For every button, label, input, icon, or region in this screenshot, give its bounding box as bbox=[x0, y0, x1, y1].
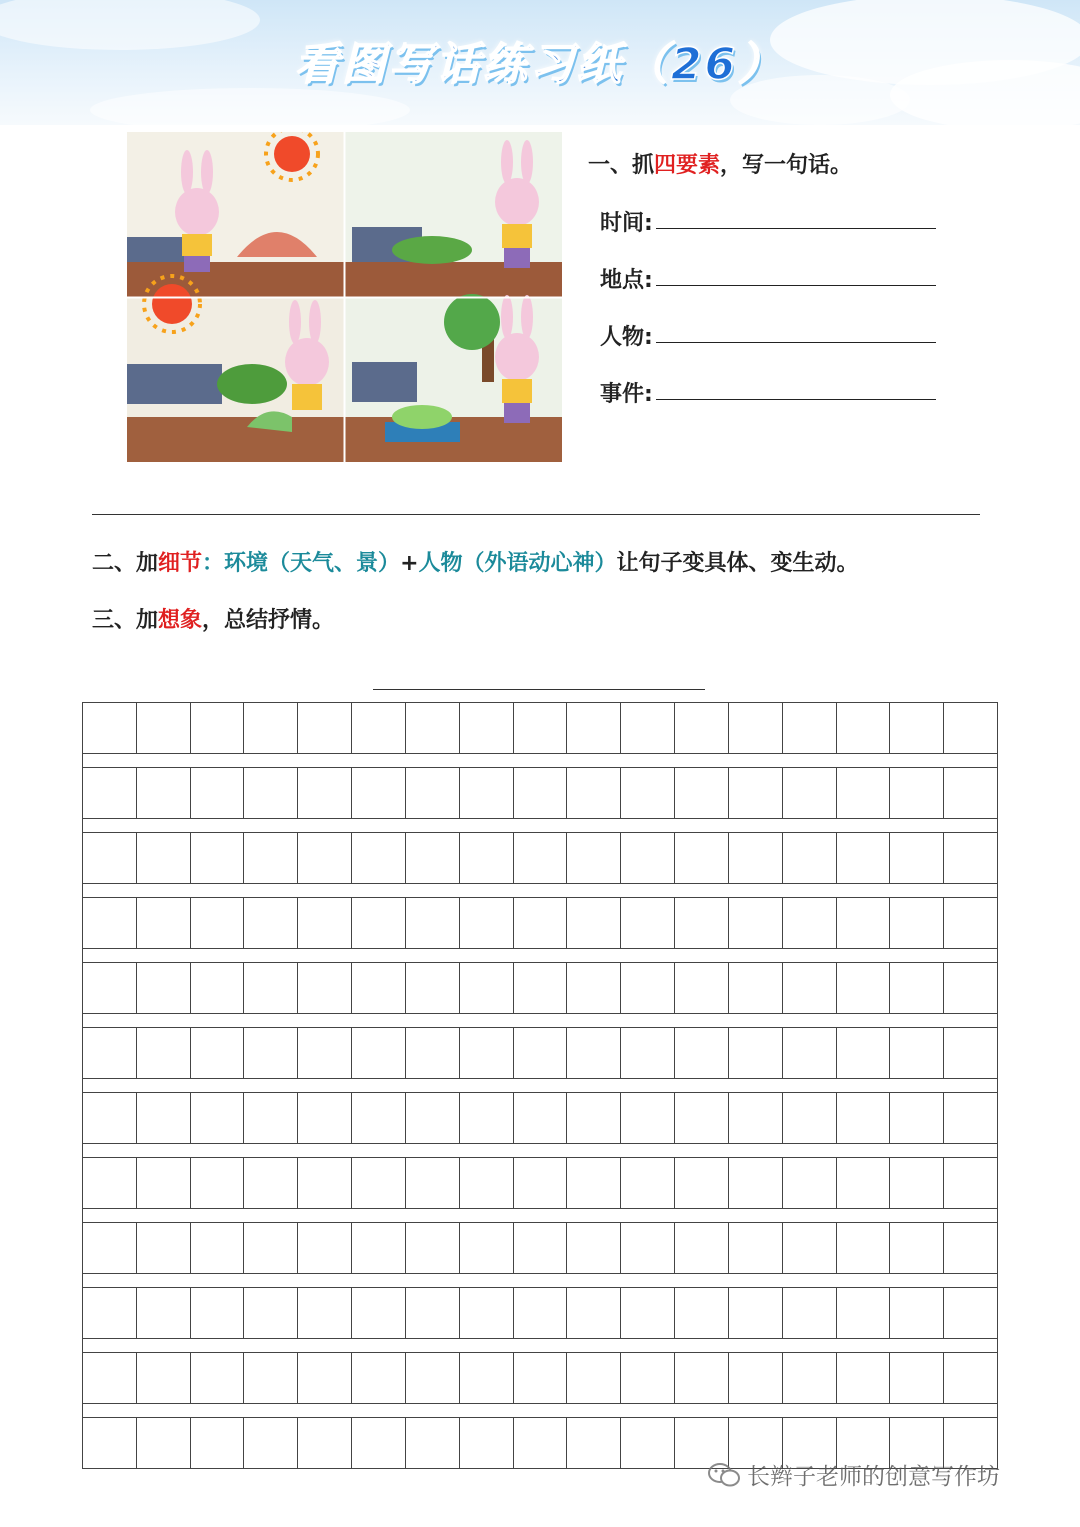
grid-cell[interactable] bbox=[674, 898, 728, 948]
grid-cell[interactable] bbox=[297, 1158, 351, 1208]
grid-cell[interactable] bbox=[943, 1093, 998, 1143]
grid-cell[interactable] bbox=[674, 1158, 728, 1208]
grid-cell[interactable] bbox=[82, 1288, 136, 1338]
grid-row-spacer bbox=[82, 1404, 998, 1417]
grid-cell[interactable] bbox=[351, 1028, 405, 1078]
grid-cell[interactable] bbox=[620, 703, 674, 753]
field-person-blank[interactable] bbox=[656, 342, 936, 343]
section3-prefix: 三、加 bbox=[92, 608, 159, 633]
grid-cell[interactable] bbox=[889, 963, 943, 1013]
grid-cell[interactable] bbox=[190, 703, 244, 753]
grid-cell[interactable] bbox=[82, 898, 136, 948]
grid-cell[interactable] bbox=[459, 1418, 513, 1468]
grid-row[interactable] bbox=[82, 1027, 998, 1079]
grid-cell[interactable] bbox=[459, 1353, 513, 1403]
grid-cell[interactable] bbox=[782, 1093, 836, 1143]
grid-cell[interactable] bbox=[243, 1353, 297, 1403]
grid-row[interactable] bbox=[82, 832, 998, 884]
field-event-blank[interactable] bbox=[656, 399, 936, 400]
grid-cell[interactable] bbox=[674, 1093, 728, 1143]
grid-cell[interactable] bbox=[351, 1158, 405, 1208]
grid-row[interactable] bbox=[82, 1157, 998, 1209]
grid-cell[interactable] bbox=[943, 1353, 998, 1403]
grid-row[interactable] bbox=[82, 702, 998, 754]
section2-suffix: 让句子变具体、变生动。 bbox=[616, 551, 859, 576]
grid-cell[interactable] bbox=[136, 1418, 190, 1468]
grid-row-spacer bbox=[82, 949, 998, 962]
grid-cell[interactable] bbox=[405, 1418, 459, 1468]
grid-cell[interactable] bbox=[782, 703, 836, 753]
grid-cell[interactable] bbox=[459, 898, 513, 948]
grid-cell[interactable] bbox=[566, 1223, 620, 1273]
grid-cell[interactable] bbox=[889, 1028, 943, 1078]
grid-cell[interactable] bbox=[405, 1223, 459, 1273]
grid-cell[interactable] bbox=[513, 1288, 567, 1338]
grid-cell[interactable] bbox=[136, 1223, 190, 1273]
grid-cell[interactable] bbox=[889, 703, 943, 753]
grid-cell[interactable] bbox=[190, 1353, 244, 1403]
grid-cell[interactable] bbox=[297, 703, 351, 753]
grid-cell[interactable] bbox=[513, 1093, 567, 1143]
grid-cell[interactable] bbox=[136, 833, 190, 883]
grid-cell[interactable] bbox=[513, 1353, 567, 1403]
grid-cell[interactable] bbox=[459, 768, 513, 818]
grid-cell[interactable] bbox=[351, 833, 405, 883]
grid-cell[interactable] bbox=[243, 703, 297, 753]
grid-cell[interactable] bbox=[351, 1353, 405, 1403]
grid-row-spacer bbox=[82, 884, 998, 897]
grid-cell[interactable] bbox=[620, 1093, 674, 1143]
grid-cell[interactable] bbox=[351, 703, 405, 753]
grid-cell[interactable] bbox=[513, 963, 567, 1013]
grid-cell[interactable] bbox=[297, 1093, 351, 1143]
grid-cell[interactable] bbox=[190, 768, 244, 818]
grid-cell[interactable] bbox=[674, 1353, 728, 1403]
grid-cell[interactable] bbox=[943, 768, 998, 818]
grid-cell[interactable] bbox=[243, 1093, 297, 1143]
section1-prefix: 一、抓 bbox=[588, 153, 655, 178]
grid-row-spacer bbox=[82, 1144, 998, 1157]
grid-cell[interactable] bbox=[889, 833, 943, 883]
grid-cell[interactable] bbox=[82, 1418, 136, 1468]
grid-cell[interactable] bbox=[82, 1093, 136, 1143]
grid-cell[interactable] bbox=[82, 703, 136, 753]
field-person-label: 人物: bbox=[600, 325, 653, 350]
grid-cell[interactable] bbox=[674, 1028, 728, 1078]
grid-row[interactable] bbox=[82, 1352, 998, 1404]
grid-cell[interactable] bbox=[297, 768, 351, 818]
grid-cell[interactable] bbox=[513, 898, 567, 948]
grid-cell[interactable] bbox=[889, 1093, 943, 1143]
grid-cell[interactable] bbox=[243, 1418, 297, 1468]
field-place-blank[interactable] bbox=[656, 285, 936, 286]
grid-cell[interactable] bbox=[82, 1158, 136, 1208]
grid-cell[interactable] bbox=[351, 963, 405, 1013]
grid-cell[interactable] bbox=[620, 1353, 674, 1403]
grid-cell[interactable] bbox=[136, 1093, 190, 1143]
grid-cell[interactable] bbox=[889, 898, 943, 948]
grid-cell[interactable] bbox=[836, 1028, 890, 1078]
grid-cell[interactable] bbox=[405, 1093, 459, 1143]
grid-cell[interactable] bbox=[836, 963, 890, 1013]
grid-cell[interactable] bbox=[566, 1353, 620, 1403]
grid-cell[interactable] bbox=[943, 1028, 998, 1078]
grid-cell[interactable] bbox=[190, 1158, 244, 1208]
grid-cell[interactable] bbox=[620, 833, 674, 883]
grid-cell[interactable] bbox=[889, 1158, 943, 1208]
section2-highlight: 细节 bbox=[158, 551, 203, 576]
grid-cell[interactable] bbox=[566, 1093, 620, 1143]
story-illustration bbox=[127, 132, 562, 462]
grid-cell[interactable] bbox=[136, 703, 190, 753]
grid-cell[interactable] bbox=[566, 768, 620, 818]
grid-cell[interactable] bbox=[136, 1158, 190, 1208]
grid-cell[interactable] bbox=[243, 898, 297, 948]
field-time-blank[interactable] bbox=[656, 228, 936, 229]
grid-cell[interactable] bbox=[889, 1288, 943, 1338]
section2-instruction bbox=[92, 546, 859, 577]
grid-cell[interactable] bbox=[190, 1093, 244, 1143]
watermark-text: 长辫子老师的创意写作坊 bbox=[747, 1464, 1000, 1490]
grid-row-spacer bbox=[82, 1014, 998, 1027]
sentence-answer-line[interactable] bbox=[92, 514, 980, 515]
grid-cell[interactable] bbox=[728, 1288, 782, 1338]
grid-cell[interactable] bbox=[889, 1353, 943, 1403]
grid-row[interactable] bbox=[82, 1287, 998, 1339]
grid-row-spacer bbox=[82, 754, 998, 767]
grid-cell[interactable] bbox=[513, 1158, 567, 1208]
grid-cell[interactable] bbox=[889, 1223, 943, 1273]
section2-prefix: 二、加 bbox=[92, 551, 159, 576]
grid-cell[interactable] bbox=[82, 833, 136, 883]
grid-cell[interactable] bbox=[82, 1223, 136, 1273]
grid-cell[interactable] bbox=[943, 963, 998, 1013]
grid-cell[interactable] bbox=[405, 1158, 459, 1208]
grid-cell[interactable] bbox=[728, 1353, 782, 1403]
grid-cell[interactable] bbox=[243, 1028, 297, 1078]
grid-cell[interactable] bbox=[782, 1223, 836, 1273]
grid-cell[interactable] bbox=[243, 963, 297, 1013]
grid-cell[interactable] bbox=[728, 768, 782, 818]
grid-cell[interactable] bbox=[136, 1288, 190, 1338]
grid-cell[interactable] bbox=[943, 1288, 998, 1338]
grid-cell[interactable] bbox=[620, 1418, 674, 1468]
grid-cell[interactable] bbox=[943, 898, 998, 948]
grid-cell[interactable] bbox=[351, 768, 405, 818]
grid-cell[interactable] bbox=[513, 1028, 567, 1078]
grid-cell[interactable] bbox=[782, 963, 836, 1013]
grid-cell[interactable] bbox=[297, 898, 351, 948]
grid-cell[interactable] bbox=[459, 1028, 513, 1078]
grid-row-spacer bbox=[82, 1339, 998, 1352]
grid-row[interactable] bbox=[82, 962, 998, 1014]
grid-cell[interactable] bbox=[243, 768, 297, 818]
grid-cell[interactable] bbox=[136, 1028, 190, 1078]
grid-cell[interactable] bbox=[836, 1223, 890, 1273]
grid-cell[interactable] bbox=[782, 1028, 836, 1078]
grid-cell[interactable] bbox=[943, 833, 998, 883]
grid-cell[interactable] bbox=[836, 1353, 890, 1403]
grid-cell[interactable] bbox=[728, 963, 782, 1013]
field-time-label: 时间: bbox=[600, 211, 653, 236]
grid-cell[interactable] bbox=[190, 963, 244, 1013]
grid-cell[interactable] bbox=[566, 833, 620, 883]
section1-heading bbox=[588, 148, 852, 179]
grid-cell[interactable] bbox=[82, 768, 136, 818]
grid-cell[interactable] bbox=[620, 1288, 674, 1338]
grid-cell[interactable] bbox=[728, 1223, 782, 1273]
grid-cell[interactable] bbox=[836, 768, 890, 818]
section2-environment: 环境（天气、景） bbox=[224, 551, 401, 576]
grid-cell[interactable] bbox=[459, 1158, 513, 1208]
section1-highlight: 四要素 bbox=[654, 153, 721, 178]
grid-row[interactable] bbox=[82, 767, 998, 819]
grid-cell[interactable] bbox=[243, 1223, 297, 1273]
grid-cell[interactable] bbox=[566, 963, 620, 1013]
section2-character: 人物（外语动心神） bbox=[418, 551, 617, 576]
section3-highlight: 想象 bbox=[158, 608, 203, 633]
grid-cell[interactable] bbox=[190, 833, 244, 883]
grid-cell[interactable] bbox=[674, 833, 728, 883]
grid-cell[interactable] bbox=[405, 1028, 459, 1078]
grid-cell[interactable] bbox=[190, 1028, 244, 1078]
grid-cell[interactable] bbox=[513, 703, 567, 753]
grid-cell[interactable] bbox=[297, 963, 351, 1013]
grid-cell[interactable] bbox=[82, 963, 136, 1013]
grid-cell[interactable] bbox=[405, 703, 459, 753]
grid-cell[interactable] bbox=[836, 833, 890, 883]
grid-cell[interactable] bbox=[459, 963, 513, 1013]
grid-cell[interactable] bbox=[351, 1223, 405, 1273]
grid-cell[interactable] bbox=[136, 1353, 190, 1403]
grid-cell[interactable] bbox=[566, 898, 620, 948]
grid-cell[interactable] bbox=[243, 833, 297, 883]
grid-cell[interactable] bbox=[782, 1158, 836, 1208]
grid-cell[interactable] bbox=[513, 1223, 567, 1273]
grid-cell[interactable] bbox=[405, 1288, 459, 1338]
watermark bbox=[707, 1458, 1000, 1491]
grid-cell[interactable] bbox=[674, 1288, 728, 1338]
section2-plus: + bbox=[400, 551, 419, 576]
grid-cell[interactable] bbox=[566, 1158, 620, 1208]
grid-row[interactable] bbox=[82, 1222, 998, 1274]
grid-cell[interactable] bbox=[836, 703, 890, 753]
field-place[interactable] bbox=[600, 263, 653, 294]
grid-cell[interactable] bbox=[566, 1418, 620, 1468]
essay-title-line[interactable] bbox=[373, 689, 705, 690]
grid-cell[interactable] bbox=[351, 1418, 405, 1468]
field-person[interactable] bbox=[600, 320, 653, 351]
field-place-label: 地点: bbox=[600, 268, 653, 293]
grid-cell[interactable] bbox=[620, 1223, 674, 1273]
grid-cell[interactable] bbox=[297, 1028, 351, 1078]
grid-cell[interactable] bbox=[674, 768, 728, 818]
grid-cell[interactable] bbox=[136, 898, 190, 948]
grid-cell[interactable] bbox=[297, 1288, 351, 1338]
grid-cell[interactable] bbox=[674, 703, 728, 753]
grid-cell[interactable] bbox=[82, 1353, 136, 1403]
grid-cell[interactable] bbox=[297, 833, 351, 883]
grid-cell[interactable] bbox=[620, 1158, 674, 1208]
grid-cell[interactable] bbox=[405, 833, 459, 883]
grid-cell[interactable] bbox=[136, 768, 190, 818]
page-title: 看图写话练习纸（26） bbox=[294, 39, 786, 90]
grid-cell[interactable] bbox=[405, 768, 459, 818]
grid-cell[interactable] bbox=[889, 768, 943, 818]
grid-cell[interactable] bbox=[566, 1288, 620, 1338]
grid-cell[interactable] bbox=[836, 1288, 890, 1338]
wechat-icon bbox=[707, 1461, 741, 1489]
grid-cell[interactable] bbox=[674, 963, 728, 1013]
grid-row-spacer bbox=[82, 819, 998, 832]
grid-cell[interactable] bbox=[351, 1093, 405, 1143]
grid-cell[interactable] bbox=[297, 1223, 351, 1273]
field-event[interactable] bbox=[600, 377, 653, 408]
grid-cell[interactable] bbox=[297, 1418, 351, 1468]
header-banner bbox=[0, 0, 1080, 125]
grid-cell[interactable] bbox=[136, 963, 190, 1013]
section3-suffix: ，总结抒情。 bbox=[202, 608, 335, 633]
grid-cell[interactable] bbox=[620, 768, 674, 818]
grid-cell[interactable] bbox=[728, 703, 782, 753]
grid-row-spacer bbox=[82, 1209, 998, 1222]
grid-cell[interactable] bbox=[513, 1418, 567, 1468]
grid-cell[interactable] bbox=[620, 898, 674, 948]
grid-row[interactable] bbox=[82, 897, 998, 949]
grid-cell[interactable] bbox=[297, 1353, 351, 1403]
section3-instruction bbox=[92, 603, 334, 634]
section1-suffix: ，写一句话。 bbox=[720, 153, 853, 178]
grid-cell[interactable] bbox=[459, 1288, 513, 1338]
grid-row[interactable] bbox=[82, 1092, 998, 1144]
grid-cell[interactable] bbox=[728, 1158, 782, 1208]
grid-cell[interactable] bbox=[836, 1093, 890, 1143]
grid-cell[interactable] bbox=[190, 1288, 244, 1338]
field-event-label: 事件: bbox=[600, 382, 653, 407]
grid-row-spacer bbox=[82, 1274, 998, 1287]
grid-cell[interactable] bbox=[190, 1418, 244, 1468]
field-time[interactable] bbox=[600, 206, 653, 237]
grid-cell[interactable] bbox=[943, 1223, 998, 1273]
grid-cell[interactable] bbox=[459, 703, 513, 753]
grid-cell[interactable] bbox=[513, 768, 567, 818]
grid-cell[interactable] bbox=[782, 1353, 836, 1403]
grid-cell[interactable] bbox=[405, 898, 459, 948]
grid-cell[interactable] bbox=[190, 898, 244, 948]
grid-cell[interactable] bbox=[943, 1158, 998, 1208]
grid-cell[interactable] bbox=[620, 963, 674, 1013]
grid-cell[interactable] bbox=[459, 1223, 513, 1273]
grid-cell[interactable] bbox=[782, 833, 836, 883]
grid-cell[interactable] bbox=[566, 703, 620, 753]
grid-cell[interactable] bbox=[351, 1288, 405, 1338]
grid-cell[interactable] bbox=[836, 1158, 890, 1208]
grid-cell[interactable] bbox=[459, 1093, 513, 1143]
grid-cell[interactable] bbox=[728, 833, 782, 883]
grid-cell[interactable] bbox=[728, 1093, 782, 1143]
grid-cell[interactable] bbox=[728, 898, 782, 948]
grid-cell[interactable] bbox=[943, 703, 998, 753]
grid-cell[interactable] bbox=[82, 1028, 136, 1078]
grid-cell[interactable] bbox=[674, 1223, 728, 1273]
grid-cell[interactable] bbox=[513, 833, 567, 883]
grid-cell[interactable] bbox=[782, 768, 836, 818]
grid-cell[interactable] bbox=[405, 1353, 459, 1403]
grid-cell[interactable] bbox=[782, 898, 836, 948]
grid-cell[interactable] bbox=[243, 1158, 297, 1208]
grid-cell[interactable] bbox=[351, 898, 405, 948]
grid-cell[interactable] bbox=[459, 833, 513, 883]
grid-cell[interactable] bbox=[620, 1028, 674, 1078]
grid-cell[interactable] bbox=[405, 963, 459, 1013]
grid-cell[interactable] bbox=[728, 1028, 782, 1078]
grid-cell[interactable] bbox=[566, 1028, 620, 1078]
grid-row-spacer bbox=[82, 1079, 998, 1092]
grid-cell[interactable] bbox=[243, 1288, 297, 1338]
section2-colon: ： bbox=[202, 551, 225, 576]
grid-cell[interactable] bbox=[190, 1223, 244, 1273]
grid-cell[interactable] bbox=[836, 898, 890, 948]
grid-cell[interactable] bbox=[782, 1288, 836, 1338]
